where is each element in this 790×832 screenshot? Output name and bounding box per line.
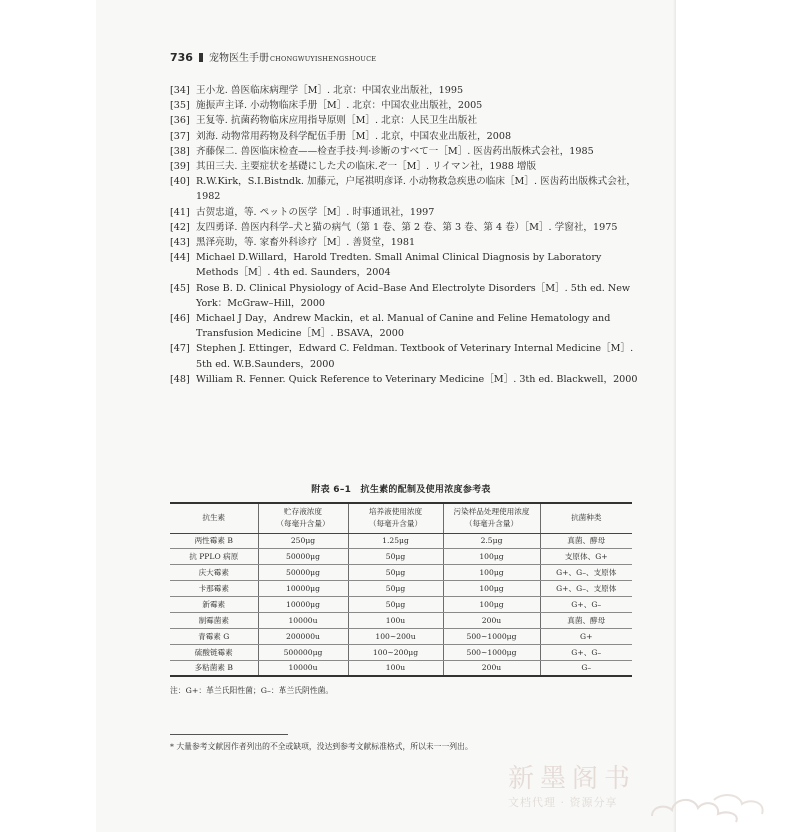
table-title: 附表 6–1 抗生素的配制及使用浓度参考表: [311, 485, 491, 495]
table-cell: G+、G–、支原体: [540, 565, 632, 581]
watermark-sub: 文档代理 · 资源分享: [508, 796, 618, 809]
reference-text: 古贺忠道，等. ペットの医学［M］. 时事通讯社，1997: [196, 206, 435, 218]
table-cell: 卡那霉素: [170, 581, 258, 597]
reference-item: [170, 220, 640, 235]
reference-text: 王小龙. 兽医临床病理学［M］. 北京：中国农业出版社，1995: [196, 85, 464, 96]
column-header-line1: 培养液使用浓度: [368, 507, 423, 517]
table-cell: 庆大霉素: [170, 565, 258, 581]
cloud-ornament-icon: [644, 786, 774, 826]
reference-number: [35]: [170, 100, 190, 112]
table-cell: 青霉素 G: [170, 628, 258, 644]
table-cell: 10000u: [258, 660, 348, 676]
reference-list: [170, 83, 640, 387]
reference-number: [45]: [170, 282, 190, 294]
table-header-row: [170, 503, 632, 533]
table-cell: 200u: [443, 612, 540, 628]
reference-item: [170, 144, 640, 159]
table-cell: 支原体、G+: [540, 549, 632, 565]
table-cell: G+、G–、支原体: [540, 581, 632, 597]
reference-item: [170, 129, 640, 144]
table-cell: 硫酸链霉素: [170, 644, 258, 660]
table-cell: 真菌、酵母: [540, 612, 632, 628]
reference-item: [170, 311, 640, 341]
running-header: [170, 50, 630, 66]
reference-text: Stephen J. Ettinger，Edward C. Feldman. Textbook of Veterinary Internal Medicine［M］. 5th ed. W.B.Saunders，2000: [196, 343, 634, 370]
reference-number: [34]: [170, 85, 190, 96]
table-row: [170, 660, 632, 676]
table-cell: 1.25μg: [348, 533, 443, 549]
watermark-main: 新墨阁书: [508, 764, 637, 794]
reference-text: 黑泽亮助，等. 家畜外科诊疗［M］. 善贤堂，1981: [196, 237, 416, 249]
column-header: [258, 503, 348, 533]
table-cell: 200000u: [258, 628, 348, 644]
antibiotic-table-wrapper: [170, 502, 632, 677]
table-cell: G+: [540, 628, 632, 644]
reference-item: [170, 98, 640, 113]
table-cell: 多粘菌素 B: [170, 660, 258, 676]
table-row: [170, 565, 632, 581]
reference-number: [47]: [170, 343, 190, 355]
column-header-line1: 抗菌种类: [571, 513, 602, 523]
table-cell: 100μg: [443, 549, 540, 565]
column-header: [348, 503, 443, 533]
reference-number: [48]: [170, 373, 190, 385]
footnote-rule: [170, 734, 288, 735]
table-cell: 100μg: [443, 565, 540, 581]
reference-number: [37]: [170, 130, 190, 142]
reference-item: [170, 372, 640, 387]
reference-item: [170, 205, 640, 220]
table-cell: 500~1000μg: [443, 644, 540, 660]
table-cell: 100u: [348, 660, 443, 676]
table-cell: 新霉素: [170, 597, 258, 613]
reference-number: [44]: [170, 252, 190, 264]
table-cell: G+、G–: [540, 597, 632, 613]
table-row: [170, 581, 632, 597]
page-number: 736: [170, 51, 193, 64]
reference-text: Michael J Day，Andrew Mackin，et al. Manual of Canine and Feline Hematology and Transfusion Medicine［M］. BSAVA，2000: [196, 313, 611, 340]
table-cell: 500000μg: [258, 644, 348, 660]
column-header-line2: （每毫升含量）: [276, 519, 330, 529]
table-cell: 制霉菌素: [170, 612, 258, 628]
reference-number: [36]: [170, 115, 190, 127]
table-cell: 两性霉素 B: [170, 533, 258, 549]
reference-text: 齐藤保二. 兽医临床检查——检查手技·判·诊断のすべて一［M］. 医齿药出版株式会社，1985: [196, 145, 594, 157]
column-header-line1: 贮存液浓度: [284, 507, 322, 517]
reference-text: Michael D.Willard，Harold Tredten. Small Animal Clinical Diagnosis by Laboratory Methods［M］. 4th ed. Saunders，2004: [196, 252, 602, 279]
reference-item: [170, 250, 640, 280]
table-cell: 100~200u: [348, 628, 443, 644]
table-cell: 100μg: [443, 597, 540, 613]
column-header: [170, 503, 258, 533]
reference-text: 友四勇译. 兽医内科学–犬と猫の病气（第 1 卷、第 2 卷、第 3 卷、第 4 卷）［M］. 学窗社，1975: [196, 221, 618, 233]
table-cell: 200u: [443, 660, 540, 676]
table-row: [170, 549, 632, 565]
table-header: [170, 503, 632, 533]
table-body: [170, 533, 632, 676]
column-header: [540, 503, 632, 533]
table-cell: 抗 PPLO 病原: [170, 549, 258, 565]
column-header: [443, 503, 540, 533]
table-cell: 10000μg: [258, 581, 348, 597]
reference-text: 施振声主译. 小动物临床手册［M］. 北京：中国农业出版社，2005: [196, 100, 483, 112]
reference-text: 其田三夫. 主要症状を基礎にした犬の临床.ぞ一［M］. リイマン社，1988 增版: [196, 161, 537, 173]
table-row: [170, 612, 632, 628]
reference-item: [170, 113, 640, 128]
reference-item: [170, 341, 640, 371]
table-row: [170, 533, 632, 549]
table-cell: 500~1000μg: [443, 628, 540, 644]
reference-text: 王复等. 抗菌药物临床应用指导原则［M］. 北京：人民卫生出版社: [196, 115, 478, 127]
table-note: 注：G+：革兰氏阳性菌；G–：革兰氏阴性菌。: [170, 686, 334, 695]
reference-number: [40]: [170, 176, 190, 188]
column-header-line1: 污染样品处理使用浓度: [453, 507, 530, 517]
table-cell: 50μg: [348, 565, 443, 581]
reference-number: [43]: [170, 237, 190, 249]
footnote: * 大量参考文献因作者列出的不全或缺项，没达到参考文献标准格式，所以未一一列出。: [170, 742, 473, 751]
table-cell: 50000μg: [258, 565, 348, 581]
antibiotic-table: [170, 502, 632, 677]
reference-item: [170, 174, 640, 204]
table-cell: 50000μg: [258, 549, 348, 565]
table-row: [170, 644, 632, 660]
reference-number: [41]: [170, 206, 190, 218]
reference-text: William R. Fenner. Quick Reference to Veterinary Medicine［M］. 3th ed. Blackwell，2000: [196, 373, 638, 385]
reference-text: R.W.Kirk，S.I.Bistndk. 加藤元，户尾祺明彦译. 小动物救急疾患の临床［M］. 医齿药出版株式会社，1982: [196, 176, 637, 203]
table-cell: 10000μg: [258, 597, 348, 613]
table-cell: 50μg: [348, 597, 443, 613]
reference-number: [46]: [170, 313, 190, 325]
table-row: [170, 597, 632, 613]
table-cell: 2.5μg: [443, 533, 540, 549]
table-cell: 100u: [348, 612, 443, 628]
table-cell: 真菌、酵母: [540, 533, 632, 549]
reference-text: Rose B. D. Clinical Physiology of Acid–Base And Electrolyte Disorders［M］. 5th ed. New York：McGraw–Hill，2000: [196, 282, 631, 309]
table-row: [170, 628, 632, 644]
table-cell: 100~200μg: [348, 644, 443, 660]
header-divider-mark: [199, 53, 203, 62]
table-cell: 50μg: [348, 549, 443, 565]
table-cell: G+、G–: [540, 644, 632, 660]
reference-number: [39]: [170, 161, 190, 173]
reference-number: [38]: [170, 145, 190, 157]
reference-number: [42]: [170, 221, 190, 233]
column-header-line2: （每毫升含量）: [464, 519, 519, 529]
column-header-line1: 抗生素: [202, 513, 226, 523]
column-header-line2: （每毫升含量）: [368, 519, 423, 529]
book-title: 宠物医生手册: [208, 53, 269, 64]
reference-item: [170, 281, 640, 311]
reference-item: [170, 235, 640, 250]
table-cell: G–: [581, 663, 592, 673]
book-subtitle: CHONGWUYISHENGSHOUCE: [269, 55, 377, 63]
table-cell: 10000u: [258, 612, 348, 628]
reference-text: 刘海. 动物常用药物及科学配伍手册［M］. 北京，中国农业出版社，2008: [196, 130, 512, 142]
table-cell: 50μg: [348, 581, 443, 597]
reference-item: [170, 159, 640, 174]
watermark-stamp: [508, 764, 658, 816]
table-cell: 100μg: [443, 581, 540, 597]
reference-item: [170, 83, 640, 98]
table-cell: 250μg: [258, 533, 348, 549]
